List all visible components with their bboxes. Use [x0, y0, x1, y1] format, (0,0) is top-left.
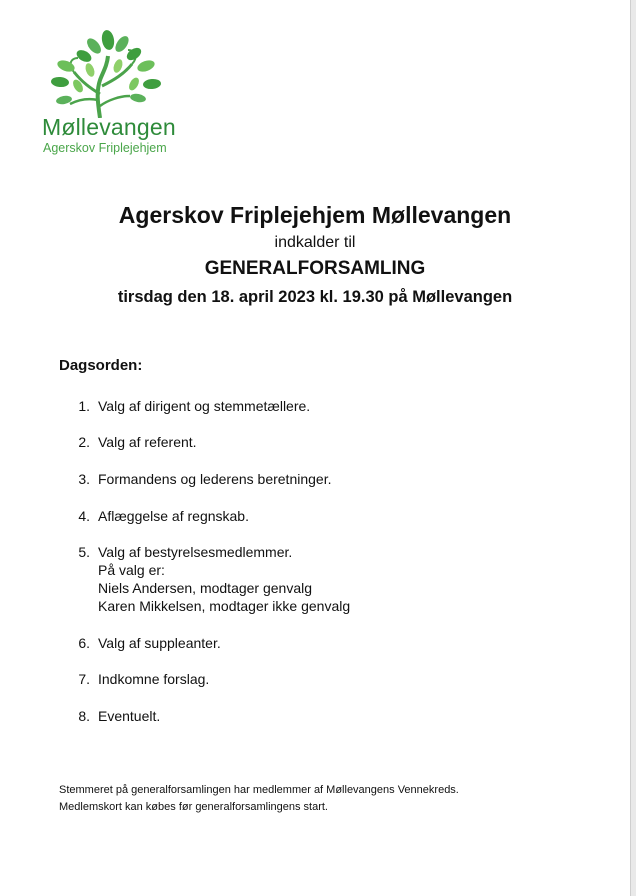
- agenda-item-number: 5.: [78, 544, 90, 560]
- agenda-item-text: Aflæggelse af regnskab.: [98, 508, 249, 524]
- agenda-item-text: Valg af suppleanter.: [98, 635, 221, 651]
- agenda-item-text: Valg af bestyrelsesmedlemmer.: [98, 544, 293, 560]
- agenda-item-text: Valg af referent.: [98, 434, 197, 450]
- agenda-item-number: 1.: [78, 398, 90, 414]
- title-block: [0, 198, 630, 310]
- agenda-item-text: Indkomne forslag.: [98, 671, 210, 687]
- agenda-item-number: 4.: [78, 508, 90, 524]
- agenda-item-number: 2.: [78, 434, 90, 450]
- agenda-item-number: 3.: [78, 471, 90, 487]
- agenda-item-text: Valg af dirigent og stemmetællere.: [98, 398, 311, 414]
- invitation-line: indkalder til: [274, 234, 356, 251]
- footer-line: Medlemskort kan købes før generalforsamlingens start.: [59, 801, 328, 813]
- tree-icon: [34, 26, 184, 118]
- agenda-item-number: 7.: [78, 671, 90, 687]
- organization-title: Agerskov Friplejehjem Møllevangen: [118, 202, 512, 228]
- meeting-datetime: tirsdag den 18. april 2023 kl. 19.30 på Møllevangen: [117, 288, 513, 306]
- agenda-heading: Dagsorden:: [59, 357, 143, 374]
- footer-note: [59, 782, 459, 816]
- agenda-item-text: Formandens og lederens beretninger.: [98, 471, 332, 487]
- logo-subtitle: Agerskov Friplejehjem: [43, 141, 167, 155]
- agenda-item-text: Eventuelt.: [98, 708, 161, 724]
- agenda-item-number: 6.: [78, 635, 90, 651]
- agenda-item-number: 8.: [78, 708, 90, 724]
- footer-line: Stemmeret på generalforsamlingen har medlemmer af Møllevangens Vennekreds.: [59, 784, 459, 796]
- agenda-subline: Niels Andersen, modtager genvalg: [98, 580, 313, 596]
- agenda-subline: Karen Mikkelsen, modtager ikke genvalg: [98, 598, 351, 614]
- logo-name: Møllevangen: [42, 114, 176, 140]
- agenda-subline: På valg er:: [98, 562, 165, 578]
- logo: [34, 26, 184, 158]
- meeting-title: GENERALFORSAMLING: [204, 258, 426, 279]
